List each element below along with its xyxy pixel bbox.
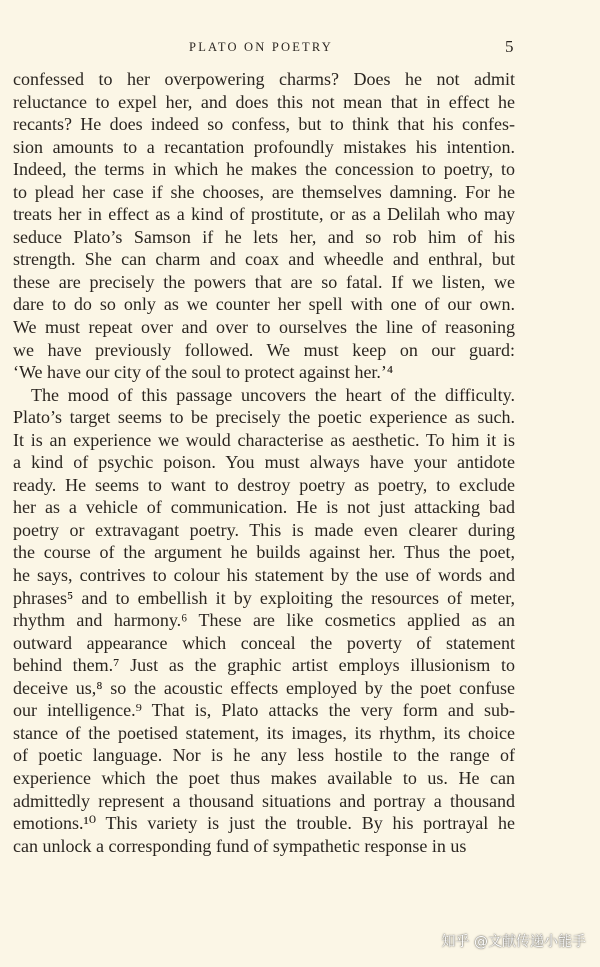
- text-line: We must repeat over and over to ourselves the line of reasoning: [13, 317, 515, 338]
- text-line: of poetic language. Nor is he any less hostile to the range of: [13, 745, 515, 766]
- running-title: PLATO ON POETRY: [189, 40, 333, 54]
- text-line: can unlock a corresponding fund of sympathetic response in us: [13, 835, 467, 856]
- text-line: emotions.¹⁰ This variety is just the trouble. By his portrayal he: [13, 813, 515, 834]
- text-line: a kind of psychic poison. You must always have your antidote: [13, 452, 515, 473]
- text-line: strength. She can charm and coax and wheedle and enthral, but: [13, 249, 515, 270]
- text-line: he says, contrives to colour his statement by the use of words and: [13, 565, 515, 586]
- text-line: Indeed, the terms in which he makes the concession to poetry, to: [13, 159, 515, 180]
- text-line: her as a vehicle of communication. He is not just attacking bad: [13, 497, 515, 518]
- text-line: these are precisely the powers that are so fatal. If we listen, we: [13, 271, 515, 292]
- text-line: phrases⁵ and to embellish it by exploiting the resources of meter,: [13, 587, 515, 608]
- text-line: our intelligence.⁹ That is, Plato attacks the very form and sub-: [13, 700, 515, 721]
- text-line: sion amounts to a recantation profoundly mistakes his intention.: [13, 136, 515, 157]
- text-line: poetry or extravagant poetry. This is made even clearer during: [13, 519, 515, 540]
- page-number: 5: [505, 37, 514, 56]
- text-line: ready. He seems to want to destroy poetry as poetry, to exclude: [13, 474, 515, 495]
- text-line: experience which the poet thus makes available to us. He can: [13, 767, 515, 788]
- text-line: The mood of this passage uncovers the heart of the difficulty.: [31, 384, 515, 405]
- text-line: reluctance to expel her, and does this not mean that in effect he: [13, 91, 515, 112]
- text-line: admittedly represent a thousand situations and portray a thousand: [13, 790, 515, 811]
- text-line: stance of the poetised statement, its images, its rhythm, its choice: [13, 722, 515, 743]
- text-line: deceive us,⁸ so the acoustic effects employed by the poet confuse: [13, 677, 515, 698]
- text-line: the course of the argument he builds against her. Thus the poet,: [13, 542, 515, 563]
- body-text: [13, 68, 515, 857]
- text-line: rhythm and harmony.⁶ These are like cosmetics applied as an: [13, 610, 515, 631]
- text-line: ‘We have our city of the soul to protect against her.’⁴: [13, 362, 394, 383]
- text-line: we have previously followed. We must keep on our guard:: [13, 339, 515, 360]
- watermark: 知乎 @文献传递小能手: [441, 934, 586, 950]
- text-line: outward appearance which conceal the poverty of statement: [13, 632, 515, 653]
- text-line: It is an experience we would characterise as aesthetic. To him it is: [13, 429, 515, 450]
- text-line: to plead her case if she chooses, are themselves damning. For he: [13, 181, 515, 202]
- running-head: [0, 37, 600, 59]
- text-line: Plato’s target seems to be precisely the poetic experience as such.: [13, 407, 515, 428]
- text-line: recants? He does indeed so confess, but to think that his confes-: [13, 114, 515, 135]
- text-line: seduce Plato’s Samson if he lets her, and so rob him of his: [13, 226, 515, 247]
- text-line: confessed to her overpowering charms? Does he not admit: [13, 69, 515, 89]
- text-line: behind them.⁷ Just as the graphic artist employs illusionism to: [13, 655, 515, 676]
- text-line: treats her in effect as a kind of prostitute, or as a Delilah who may: [13, 204, 515, 225]
- text-line: dare to do so only as we counter her spell with one of our own.: [13, 294, 515, 315]
